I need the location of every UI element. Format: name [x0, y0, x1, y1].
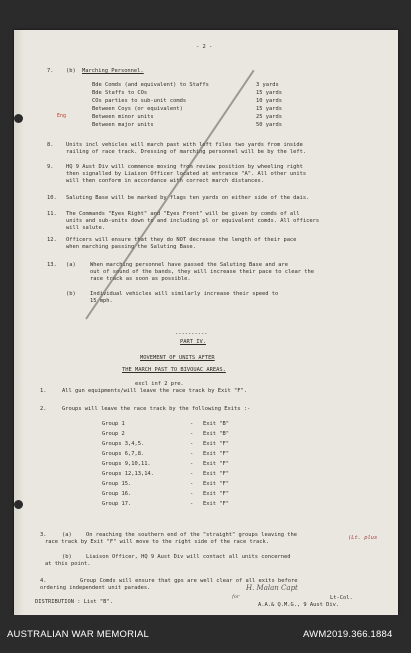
group-dash: -: [190, 501, 194, 507]
para-7-sub: (b): [66, 68, 76, 74]
group-exit: Exit "B": [203, 431, 229, 437]
signature: H. Malan Capt: [246, 584, 298, 592]
punch-hole: [14, 500, 23, 509]
footer-institution: AUSTRALIAN WAR MEMORIAL: [7, 629, 150, 640]
side-annotation: Eng: [57, 113, 67, 119]
para-3b-label: (b): [62, 554, 72, 560]
part-heading-line1: MOVEMENT OF UNITS AFTER: [140, 355, 215, 361]
para-13-number: 13.: [47, 262, 57, 268]
distance-row-value: 15 yards: [256, 90, 282, 96]
distance-row-value: 3 yards: [256, 82, 279, 88]
page-number: - 2 -: [196, 44, 213, 50]
para-13b-label: (b): [66, 291, 76, 297]
group-dash: -: [190, 431, 194, 437]
group-dash: -: [190, 481, 194, 487]
group-exit: Exit "F": [203, 491, 229, 497]
group-label: Group 17.: [102, 501, 132, 507]
signatory-rank: Lt-Col.: [330, 595, 353, 601]
para-9-line: HQ 9 Aust Div will commence moving from review position by wheeling right: [66, 164, 303, 170]
para-11-line: The Commands "Eyes Right" and "Eyes Front" will be given by comds of all: [66, 211, 300, 217]
para-12-line: Officers will ensure that they do NOT decrease the length of their pace: [66, 237, 297, 243]
para-3a-label: (a): [62, 532, 72, 538]
distance-row-value: 25 yards: [256, 114, 282, 120]
para-4-line: Group Comds will ensure that gps are well clear of all exits before: [80, 578, 298, 584]
group-dash: -: [190, 451, 194, 457]
group-label: Group 2: [102, 431, 125, 437]
para-11-number: 11.: [47, 211, 57, 217]
para-3a-line: On reaching the southern end of the "straight" groups leaving the: [86, 532, 297, 538]
para-4-line: ordering independent unit parades.: [40, 585, 151, 591]
para-3a-line: race track by Exit "F" will move to the right side of the race track.: [45, 539, 269, 545]
signature-for: for: [232, 594, 240, 600]
para-2-text: Groups will leave the race track by the following Exits :-: [62, 406, 251, 412]
punch-hole: [14, 114, 23, 123]
group-label: Group 15.: [102, 481, 132, 487]
group-label: Groups 12,13,14.: [102, 471, 154, 477]
group-dash: -: [190, 441, 194, 447]
archive-footer: [0, 615, 411, 653]
para-13b-line: 15 mph.: [90, 298, 113, 304]
para-7-number: 7.: [47, 68, 54, 74]
distance-row-value: 15 yards: [256, 106, 282, 112]
para-11-line: will salute.: [66, 225, 105, 231]
distance-row-value: 10 yards: [256, 98, 282, 104]
signatory-title: A.A.& Q.M.G., 9 Aust Div.: [258, 602, 340, 608]
para-8-line: Units incl vehicles will march past with left files two yards from inside: [66, 142, 303, 148]
para-2-number: 2.: [40, 406, 47, 412]
group-dash: -: [190, 461, 194, 467]
group-exit: Exit "B": [203, 421, 229, 427]
para-1-insertion: excl inf 2 pre.: [135, 381, 184, 387]
para-1-number: 1.: [40, 388, 47, 394]
para-1-text: All gun equipments/will leave the race track by Exit "F".: [62, 388, 247, 394]
separator: ----------: [175, 331, 208, 337]
distance-row-label: Bde Comds (and equivalent) to Staffs: [92, 82, 209, 88]
part-title: PART IV.: [180, 339, 206, 345]
group-label: Groups 6,7,8.: [102, 451, 145, 457]
distance-row-label: Bde Staffs to COs: [92, 90, 148, 96]
group-exit: Exit "F": [203, 441, 229, 447]
para-11-line: units and sub-units down to and including pl or equivalent comds. All officers: [66, 218, 320, 224]
para-8-line: railing of race track. Dressing of marching personnel will be by the left.: [66, 149, 307, 155]
document-page: [14, 30, 398, 615]
distance-row-value: 50 yards: [256, 122, 282, 128]
group-exit: Exit "F": [203, 501, 229, 507]
para-7-title: Marching Personnel.: [82, 68, 144, 74]
para-13a-line: When marching personnel have passed the Saluting Base and are: [90, 262, 288, 268]
distance-row-label: Between minor units: [92, 114, 154, 120]
para-13a-line: out of sound of the bands, they will increase their pace to clear the: [90, 269, 314, 275]
footer-accession: AWM2019.366.1884: [303, 629, 393, 640]
para-9-number: 9.: [47, 164, 54, 170]
para-3-number: 3.: [40, 532, 47, 538]
para-10-number: 10.: [47, 195, 57, 201]
group-exit: Exit "F": [203, 451, 229, 457]
group-label: Group 16.: [102, 491, 132, 497]
handwritten-note: (Lt. plus: [348, 535, 378, 541]
group-label: Groups 9,10,11.: [102, 461, 151, 467]
para-8-number: 8.: [47, 142, 54, 148]
group-dash: -: [190, 421, 194, 427]
para-12-line: when marching passing the Saluting Base.: [66, 244, 196, 250]
group-label: Groups 3,4,5.: [102, 441, 145, 447]
para-4-number: 4.: [40, 578, 47, 584]
para-12-number: 12.: [47, 237, 57, 243]
para-13a-line: race track as soon as possible.: [90, 276, 191, 282]
distance-row-label: Between major units: [92, 122, 154, 128]
para-3b-line: Liaison Officer, HQ 9 Aust Div will contact all units concerned: [86, 554, 291, 560]
para-3b-line: at this point.: [45, 561, 91, 567]
distance-row-label: Between Coys (or equivalent): [92, 106, 183, 112]
group-dash: -: [190, 491, 194, 497]
group-exit: Exit "F": [203, 461, 229, 467]
group-label: Group 1: [102, 421, 125, 427]
para-13a-label: (a): [66, 262, 76, 268]
part-heading-line2: THE MARCH PAST TO BIVOUAC AREAS.: [122, 367, 226, 373]
para-13b-line: Individual vehicles will similarly increase their speed to: [90, 291, 279, 297]
distance-row-label: COs parties to sub-unit comds: [92, 98, 187, 104]
group-dash: -: [190, 471, 194, 477]
distribution-list: DISTRIBUTION : List "B".: [35, 599, 113, 605]
group-exit: Exit "F": [203, 471, 229, 477]
para-9-line: then signalled by Liaison Officer located at entrance "A". All other units: [66, 171, 307, 177]
para-9-line: will then conform in accordance with correct march distances.: [66, 178, 264, 184]
group-exit: Exit "F": [203, 481, 229, 487]
para-10-line: Saluting Base will be marked by flags ten yards on either side of the dais.: [66, 195, 310, 201]
